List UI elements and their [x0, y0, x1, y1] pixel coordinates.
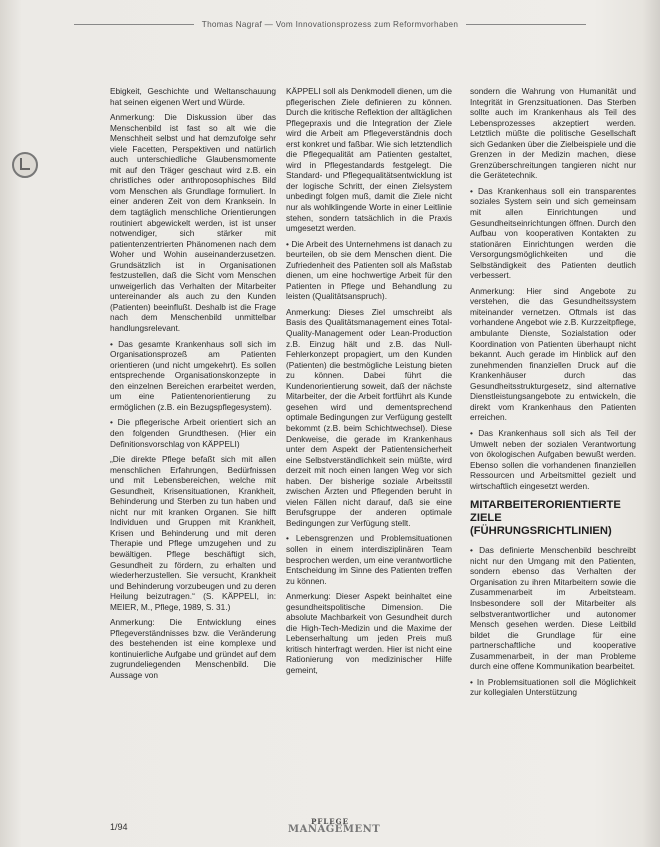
- paragraph: KÄPPELI soll als Denkmodell dienen, um die pflegerischen Ziele definieren zu können. Durch die kritische Reflektion der alltäglichen Pflegepraxis und die Integration der Ziele wird die Arbeit am Pflegeverständnis doch erst konkret und faßbar. Wie sich letztendlich die Pflegequalität am Patienten gestaltet, wird in Pflegestandards festgelegt. Die Standard- und Pflegequalitätsentwicklung ist der logische Schritt, der einen Zielsystem unbedingt folgen muß, damit die Ziele nicht nur als wohlklingende Worte in einer Leitlinie stehen, sondern tatsächlich in die Praxis umgesetzt werden.: [286, 86, 452, 234]
- bullet-paragraph: • Das gesamte Krankenhaus soll sich im Organisationsprozeß am Patienten orientieren (und nicht umgekehrt). Es sollen entsprechende Organisationskonzepte in den einzelnen Bereichen erarbeitet werden, um eine Patientenorientierung zu ermöglichen (z.B. ein Bezugspflegesystem).: [110, 338, 276, 412]
- annotation-paragraph: Anmerkung: Dieses Ziel umschreibt als Basis des Qualitätsmanagement eines Total-Quality-Management oder Lean-Production z.B. Einzug hält und z.B. das Null-Fehlerkonzept propagiert, um den Kunden (Patienten) die bestmögliche Leistung bieten zu können. Dabei führt die Kundenorientierung soweit, daß der nächste Mitarbeiter, der die Arbeit fortführt als Kunde gesehen wird und dementsprechend optimale Bedingungen zur Verfügung gestellt bekommt (z.B. beim Schichtwechsel). Diese Denkweise, die gerade im Krankenhaus unter dem Aspekt der Patientensicherheit eine Selbstverständlichkeit sein müßte, wird derzeit mit noch einen langen Weg vor sich haben. Der bisherige soziale Arbeitsstil zwischen Ärzten und Pflegenden beruht in vielen Fällen nicht darauf, daß sie eine Berufsgruppe der anderen optimale Bedingungen zur Verfügung stellt.: [286, 306, 452, 528]
- circular-tab-marker-icon: [12, 152, 38, 178]
- bullet-paragraph: • Das Krankenhaus soll ein transparentes soziales System sein und sich gemeinsam mit allen Einrichtungen und Gesundheitseinrichtungen öffnen. Durch den Aufbau von kooperativen Kontakten zu stationären Einrichtungen werden die Versorgungsmöglichkeiten und die Selbständigkeit des Patienten deutlich verbessert.: [470, 185, 636, 281]
- section-heading: MITARBEITERORIENTIERTE ZIELE (FÜHRUNGSRICHTLINIEN): [470, 499, 621, 538]
- bullet-paragraph: • Die pflegerische Arbeit orientiert sich an den folgenden Grundthesen. (Hier ein Definitionsvorschlag von KÄPPELI): [110, 417, 276, 449]
- magazine-logo: [288, 817, 381, 835]
- paragraph: sondern die Wahrung von Humanität und Integrität in Grenzsituationen. Das Sterben sollte auch im Krankenhaus als Teil des Lebensprozesses akzeptiert werden. Letztlich müßte die politische Gesellschaft sich Gedanken über die Zielbeispiele und die Grenzen in der Medizin machen, diese Grenzüberschreitungen tangieren nicht nur die Gerätetechnik.: [470, 86, 636, 181]
- annotation-paragraph: Anmerkung: Hier sind Angebote zu verstehen, die das Gesundheitssystem miteinander vernetzen. Oftmals ist das vorhandene Angebot wie z.B. Kurzzeitpflege, ambulante Dienste, Sozialstation oder Koordination von Patienten überhaupt nicht bekannt. Auch gerade im Hinblick auf den zunehmenden finanziellen Druck auf die Krankenhäuser durch das Gesundheitsstrukturgesetz, sind alternative Dienstleistungsangebote zu entwickeln, die direkt vom Krankenhaus den Patienten erreichen.: [470, 285, 636, 423]
- text-column-3: [470, 86, 636, 703]
- bullet-paragraph: • Die Arbeit des Unternehmens ist danach zu beurteilen, ob sie dem Menschen dient. Die Zufriedenheit des Patienten soll als Maßstab dienen, um eine hochwertige Arbeit für den Patienten in Pflege und Behandlung zu leisten (Qualitätsanspruch).: [286, 238, 452, 302]
- text-column-1: [110, 86, 276, 686]
- bullet-paragraph: • Das Krankenhaus soll sich als Teil der Umwelt neben der sozialen Verantwortung von ökologischen Aufgaben bewußt werden. Ebenso sollen die vorhandenen finanziellen Ressourcen und Arbeitsmittel gezielt und wirtschaftlich eingesetzt werden.: [470, 427, 636, 491]
- running-header: Thomas Nagraf — Vom Innovationsprozess zum Reformvorhaben: [0, 20, 660, 29]
- quote-paragraph: „Die direkte Pflege befaßt sich mit allen menschlichen Erfahrungen, Bedürfnissen und mit Lebensbereichen, welche mit Gesundheit, Krisensituationen, Krankheit, Behinderung und Sterben zu tun haben und nicht nur mit kranken Organen. Sie hilft Individuen und Gruppen mit Krankheit, Krisen und Behinderung und mit deren Therapie und Pflege umzugehen und zu bewältigen. Pflege beschäftigt sich, Gesundheit zu fördern, zu erhalten und wiederherzustellen. Sie versucht, Krankheit und Behinderung vorzubeugen und zu deren Heilung beizutragen.“ (S. KÄPPELI, in: MEIER, M., Pflege, 1989, S. 31.): [110, 454, 276, 612]
- paragraph: Ebigkeit, Geschichte und Weltanschauung hat seinen eigenen Wert und Würde.: [110, 86, 276, 107]
- bullet-paragraph: • Lebensgrenzen und Problemsituationen sollen in einem interdisziplinären Team besprochen werden, um eine verantwortliche Entscheidung im Sinne des Patienten treffen zu können.: [286, 533, 452, 586]
- annotation-paragraph: Anmerkung: Die Diskussion über das Menschenbild ist fast so alt wie die Menschheit selbst und hat demzufolge sehr viele Facetten, Perspektiven und natürlich auch unterschiedliche Glaubensmomente mit auf den Träger geschaut wird z.B. ein christliches oder anthroposophisches Bild vom Menschen als Grundlage formuliert. In einer anderen Zeit von dem Kranksein. In dem tagtäglich menschliche Orientierungen routiniert abgewickelt werden, ist ist unser notwendiger, sich stärker mit patientenzentrierten Phänomenen nach dem Woher und Wohin auseinanderzusetzen. Grundsätzlich ist in Organisationen festzustellen, daß die Sicht vom Menschen unweigerlich das Verhalten der Mitarbeiter untereinander als auch zu den Kunden (Patienten) beeinflußt. Deshalb ist die Frage nach dem Menschenbild unmittelbar handlungsrelevant.: [110, 112, 276, 334]
- annotation-paragraph: Anmerkung: Die Entwicklung eines Pflegeverständnisses bzw. die Veränderung des bestehenden ist eine komplexe und kontinuierliche Aufgabe und gründet auf dem zugrundeliegenden Menschenbild. Die Aussage von: [110, 617, 276, 680]
- logo-main-text: MANAGEMENT: [288, 824, 381, 835]
- logo-top-text: PFLEGE: [311, 817, 349, 826]
- bullet-paragraph: • Das definierte Menschenbild beschreibt nicht nur den Umgang mit den Patienten, sondern ebenso das Verhalten der Organisation zu ihren Mitarbeitern sowie die Zusammenarbeit im Arbeitsteam. Insbesondere soll der Mitarbeiter als selbstverantwortlicher und autonomer Mensch gesehen werden. Diese Leitbild bildet die Grundlage für eine partnerschaftliche und kooperative Zusammenarbeit, in der man Probleme durch eine offene Kommunikation bearbeitet.: [470, 545, 636, 672]
- annotation-paragraph: Anmerkung: Dieser Aspekt beinhaltet eine gesundheitspolitische Dimension. Die absolute Machbarkeit von Gesundheit durch die High-Tech-Medizin und die Maxime der Lebenserhaltung um jeden Preis muß kritisch hinterfragt werden. Hier ist nicht eine Rationierung von medizinischer Hilfe gemeint,: [286, 591, 452, 675]
- text-column-2: [286, 86, 452, 681]
- page-edge-shadow: [642, 0, 660, 847]
- bullet-paragraph: • In Problemsituationen soll die Möglichkeit zur kollegialen Unterstützung: [470, 676, 636, 698]
- page-number: 1/94: [110, 822, 128, 832]
